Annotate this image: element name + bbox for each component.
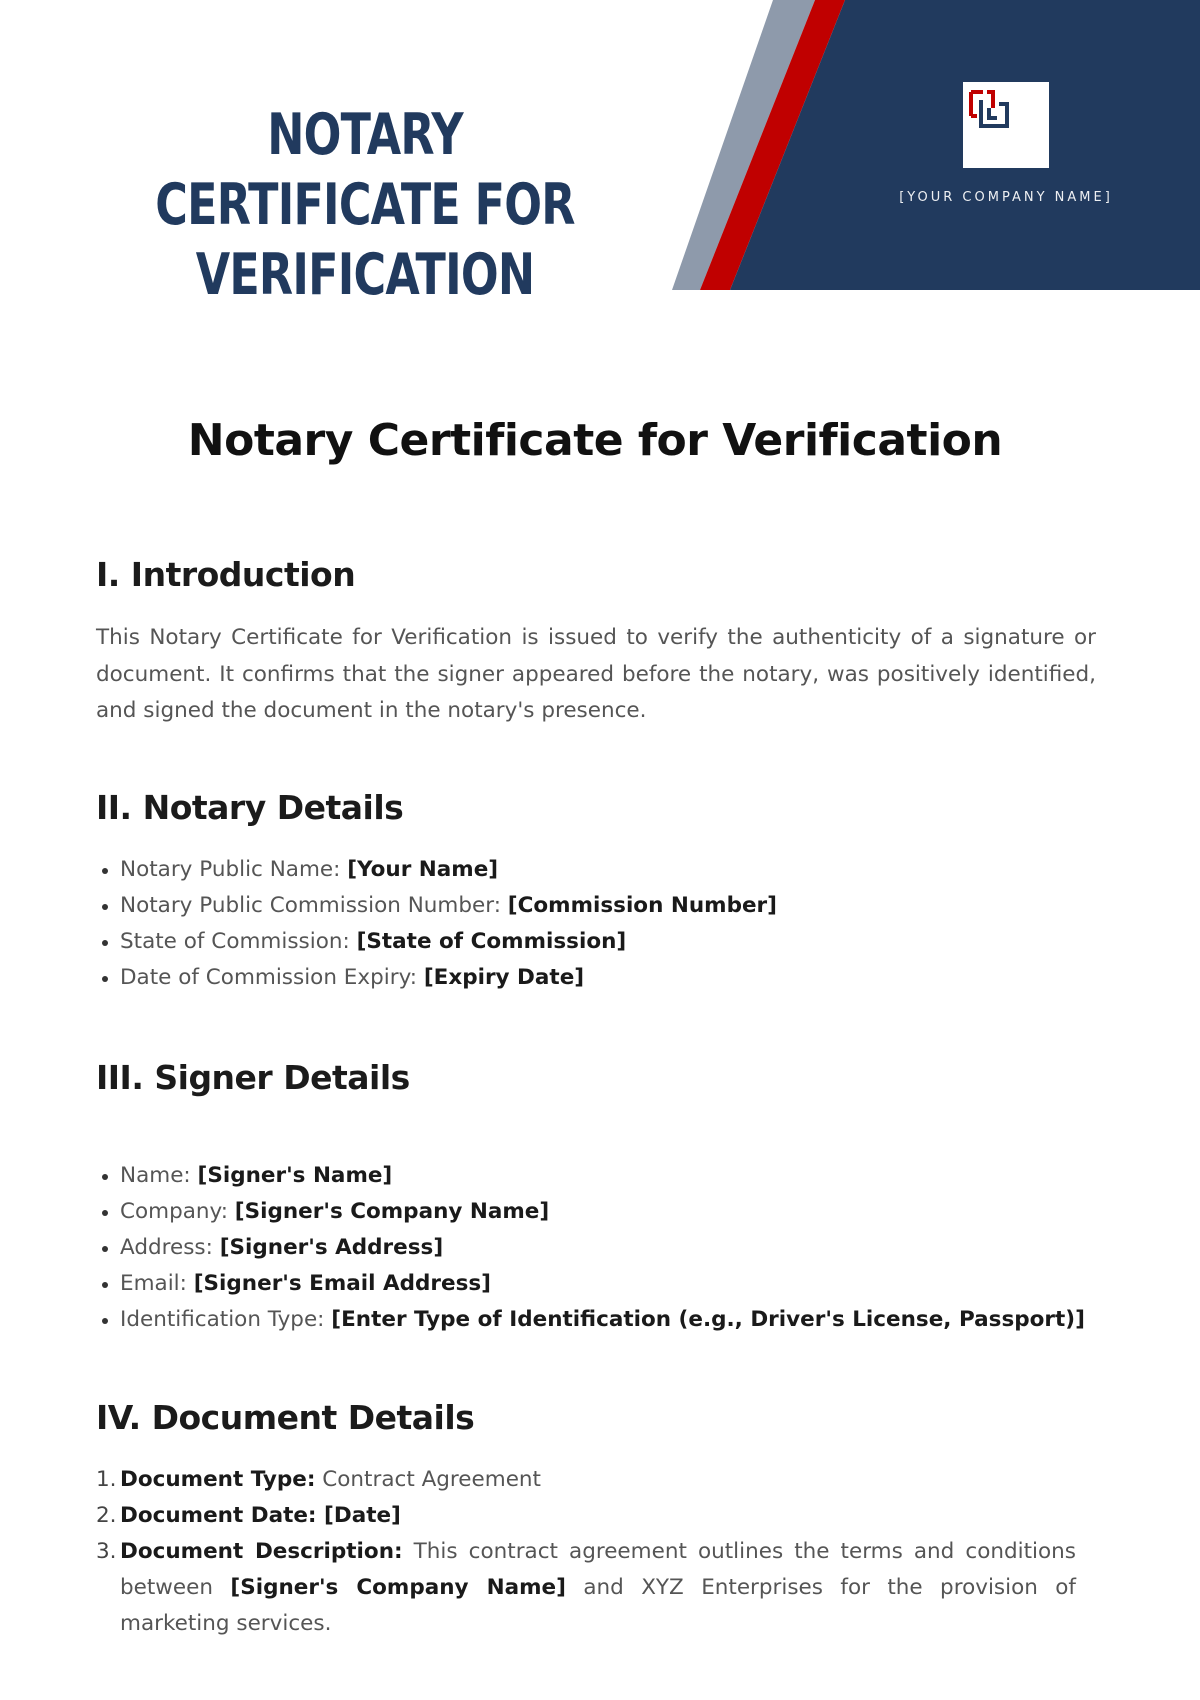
introduction-text: This Notary Certificate for Verification is issued to verify the authenticity of a signature or document. It confirms that the signer appeared before the notary, was positively identified, and signed the document in the notary's presence. bbox=[96, 625, 1096, 723]
list-item: Identification Type: [Enter Type of Identification (e.g., Driver's License, Passport)] bbox=[96, 1302, 1116, 1338]
list-number: 3. bbox=[96, 1539, 117, 1564]
list-item: Notary Public Name: [Your Name] bbox=[96, 852, 1116, 888]
signer-details-heading: III. Signer Details bbox=[96, 1058, 410, 1097]
header-title: NOTARY CERTIFICATE FOR VERIFICATION bbox=[155, 102, 575, 308]
list-item: Address: [Signer's Address] bbox=[96, 1230, 1116, 1266]
list-item: Company: [Signer's Company Name] bbox=[96, 1194, 1116, 1230]
company-name: [YOUR COMPANY NAME] bbox=[899, 190, 1113, 205]
list-item: Email: [Signer's Email Address] bbox=[96, 1266, 1116, 1302]
logo-icon bbox=[963, 82, 1017, 136]
list-item: State of Commission: [State of Commission] bbox=[96, 924, 1116, 960]
list-item: 2. Document Date: [Date] bbox=[96, 1498, 1076, 1534]
list-item: Name: [Signer's Name] bbox=[96, 1158, 1116, 1194]
list-item: Notary Public Commission Number: [Commission Number] bbox=[96, 888, 1116, 924]
list-number: 1. bbox=[96, 1467, 117, 1492]
notary-details-heading: II. Notary Details bbox=[96, 788, 404, 827]
signer-details-list bbox=[96, 1158, 1116, 1338]
list-item: 3. Document Description: This contract agreement outlines the terms and conditions between [Signer's Company Name] and XYZ Enterprises for the provision of marketing services. bbox=[96, 1534, 1076, 1642]
notary-details-list bbox=[96, 852, 1116, 996]
company-logo bbox=[963, 82, 1049, 168]
document-details-list bbox=[96, 1462, 1076, 1642]
list-item: Date of Commission Expiry: [Expiry Date] bbox=[96, 960, 1116, 996]
list-number: 2. bbox=[96, 1503, 117, 1528]
document-details-heading: IV. Document Details bbox=[96, 1398, 475, 1437]
document-title: Notary Certificate for Verification bbox=[187, 415, 1003, 466]
header-banner bbox=[0, 0, 1200, 308]
introduction-heading: I. Introduction bbox=[96, 555, 356, 594]
list-item: 1. Document Type: Contract Agreement bbox=[96, 1462, 1076, 1498]
